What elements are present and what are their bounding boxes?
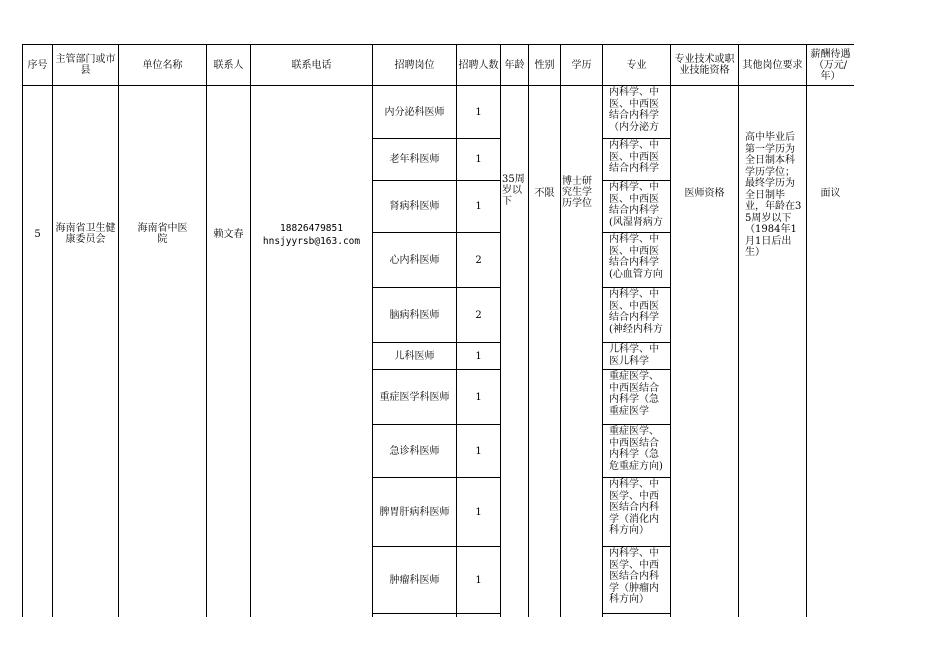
email-address: hnsjyyrsb@163.com: [262, 236, 361, 247]
cell-major: 内科学、中医学、中西医结合内科学（消化内科方向）: [603, 478, 671, 547]
cell-count: 1: [457, 478, 501, 547]
cell-count: 1: [457, 181, 501, 233]
cell-major: 内科学、中医、中西医结合内科学(风湿肾病方: [603, 181, 671, 233]
cell-dept: 海南省卫生健康委员会: [53, 86, 119, 618]
cell-phone: [251, 86, 373, 618]
cell-major: 内科学、中医学、中西医结合内科学（肿瘤内科方向）: [603, 547, 671, 614]
cell-count: 1: [457, 370, 501, 425]
header-contact: 联系人: [207, 45, 251, 86]
cell-count: 1: [457, 343, 501, 370]
cell-post: 心内科医师: [373, 233, 457, 288]
header-row: [23, 45, 855, 86]
header-age: 年龄: [501, 45, 529, 86]
cell-post: 重症医学科医师: [373, 370, 457, 425]
cell-major: 重症医学、中西医结合内科学（急重症医学: [603, 370, 671, 425]
cell-count: [457, 614, 501, 618]
cell-major: 内科学、中医、中西医结合内科学(心血管方向: [603, 233, 671, 288]
header-edu: 学历: [561, 45, 603, 86]
phone-number: 18826479851: [280, 223, 343, 234]
cell-post: 脑病科医师: [373, 288, 457, 343]
cell-post: 肿瘤科医师: [373, 547, 457, 614]
header-other: 其他岗位要求: [739, 45, 807, 86]
cell-post: 肾病科医师: [373, 181, 457, 233]
cell-gender: 不限: [529, 86, 561, 618]
header-phone: 联系电话: [251, 45, 373, 86]
cell-post: 脾胃肝病科医师: [373, 478, 457, 547]
spreadsheet: [22, 44, 854, 617]
cell-major: [603, 614, 671, 618]
header-cert: 专业技术或职业技能资格: [671, 45, 739, 86]
cell-post: [373, 614, 457, 618]
table-row: [23, 86, 855, 139]
cell-contact: 赖文春: [207, 86, 251, 618]
cell-edu: 博士研究生学历学位: [561, 86, 603, 618]
cell-seq: 5: [23, 86, 53, 618]
cell-other: 高中毕业后第一学历为全日制本科学历学位；最终学历为全日制毕业，年龄在35周岁以下（1984年1月1日后出生）: [739, 86, 807, 618]
cell-salary: 面议: [807, 86, 855, 618]
recruitment-table: [22, 44, 854, 617]
cell-major: 内科学、中医、中西医结合内科学: [603, 139, 671, 181]
cell-major: 内科学、中医、中西医结合内科学(神经内科方: [603, 288, 671, 343]
table-body: [23, 45, 855, 618]
cell-count: 2: [457, 288, 501, 343]
header-major: 专业: [603, 45, 671, 86]
cell-cert: 医师资格: [671, 86, 739, 618]
header-salary: 薪酬待遇（万元/年）: [807, 45, 855, 86]
cell-unit: 海南省中医院: [119, 86, 207, 618]
header-seq: 序号: [23, 45, 53, 86]
header-gender: 性别: [529, 45, 561, 86]
header-post: 招聘岗位: [373, 45, 457, 86]
cell-major: 儿科学、中医儿科学: [603, 343, 671, 370]
cell-age: 35周岁以下: [501, 86, 529, 618]
cell-post: 急诊科医师: [373, 425, 457, 478]
header-dept: 主管部门或市县: [53, 45, 119, 86]
header-count: 招聘人数: [457, 45, 501, 86]
header-unit: 单位名称: [119, 45, 207, 86]
cell-major: 内科学、中医、中西医结合内科学（内分泌方: [603, 86, 671, 139]
cell-count: 1: [457, 547, 501, 614]
cell-post: 儿科医师: [373, 343, 457, 370]
cell-major: 重症医学、中西医结合内科学（急危重症方向): [603, 425, 671, 478]
cell-count: 1: [457, 86, 501, 139]
cell-count: 2: [457, 233, 501, 288]
cell-post: 内分泌科医师: [373, 86, 457, 139]
cell-count: 1: [457, 425, 501, 478]
cell-post: 老年科医师: [373, 139, 457, 181]
cell-count: 1: [457, 139, 501, 181]
